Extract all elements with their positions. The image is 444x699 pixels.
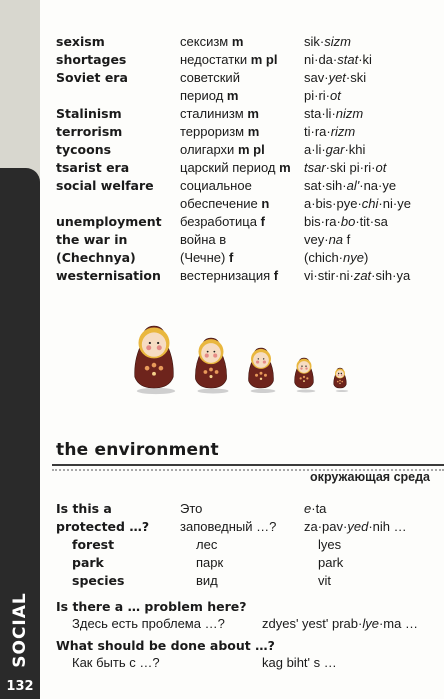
matryoshka-dolls-illustration (118, 318, 358, 396)
pronunciation-syllable: yed (347, 519, 369, 534)
russian-phrase: вид (196, 573, 218, 588)
pronunciation (304, 51, 372, 69)
english-term: terrorism (56, 124, 123, 139)
vocab-row (56, 159, 436, 177)
pronunciation-syllable: lyes (318, 537, 342, 552)
english-phrase: Is this a (56, 501, 112, 516)
pronunciation-syllable: a·li· (304, 142, 326, 157)
pronunciation-syllable: yet (328, 70, 346, 85)
russian-term (180, 51, 277, 69)
russian-word: война в (180, 232, 227, 247)
gender-marker: m pl (237, 142, 265, 157)
vocab-row (56, 33, 436, 51)
pronunciation-syllable: ·ta (311, 501, 327, 516)
pronunciation-syllable: ·ski pi·ri· (325, 160, 376, 175)
pronunciation-syllable: ) (363, 250, 369, 265)
russian-term (180, 159, 291, 177)
english-term: Soviet era (56, 70, 128, 85)
phrase-row (56, 518, 436, 536)
pronunciation-syllable: zat (353, 268, 372, 283)
gender-marker: m (247, 106, 259, 121)
page-number: 132 (6, 679, 34, 694)
english-phrase: protected …? (56, 519, 150, 534)
pronunciation-syllable: ni·da· (304, 52, 338, 67)
pronunciation-syllable: chi (361, 196, 379, 211)
pronunciation-syllable: e (304, 501, 312, 516)
russian-word: советский (180, 70, 240, 85)
pronunciation-syllable: (chich· (304, 250, 344, 265)
heading-rule (52, 464, 444, 466)
russian-term (180, 105, 259, 123)
russian-word: период (180, 88, 224, 103)
russian-word: недостатки (180, 52, 248, 67)
russian-phrase: лес (196, 537, 218, 552)
pronunciation (318, 572, 331, 590)
pronunciation-syllable: za·pav· (304, 519, 348, 534)
pronunciation-syllable: sat·sih· (304, 178, 347, 193)
pronunciation (304, 213, 388, 231)
pronunciation-syllable: ·na·ye (359, 178, 397, 193)
pronunciation-syllable: sta·li· (304, 106, 336, 121)
pronunciation-syllable: f (343, 232, 351, 247)
pronunciation-syllable: ot (330, 88, 341, 103)
pronunciation (304, 159, 386, 177)
pronunciation (304, 231, 350, 249)
pronunciation-syllable: stat (337, 52, 359, 67)
pronunciation-syllable: ·ki (358, 52, 372, 67)
vocab-row (56, 231, 436, 249)
pronunciation (304, 33, 351, 51)
pronunciation-syllable: ·ni·ye (378, 196, 411, 211)
matryoshka-doll (195, 338, 228, 394)
pronunciation (304, 195, 411, 213)
russian-word: (Чечне) (180, 250, 226, 265)
pronunciation (304, 87, 341, 105)
english-term: sexism (56, 34, 105, 49)
pronunciation-syllable: vit (318, 573, 331, 588)
gender-marker: f (228, 250, 234, 265)
russian-word: вестернизация (180, 268, 271, 283)
phrase-row (56, 536, 436, 554)
russian-term (180, 123, 259, 141)
pronunciation-syllable: nizm (335, 106, 364, 121)
russian-term (180, 267, 278, 285)
russian-term (180, 249, 233, 267)
gender-marker: n (261, 196, 270, 211)
question-russian: Здесь есть проблема …? (72, 616, 225, 631)
pronunciation (304, 123, 355, 141)
english-term: tsarist era (56, 160, 130, 175)
pronunciation-syllable: ti·ra· (304, 124, 331, 139)
section-label: SOCIAL (10, 592, 30, 668)
pronunciation-syllable: al' (346, 178, 360, 193)
vocab-row (56, 51, 436, 69)
matryoshka-doll (334, 368, 348, 392)
gender-marker: m (247, 124, 260, 139)
question-english: What should be done about …? (56, 638, 275, 653)
english-phrase: forest (72, 537, 115, 552)
pronunciation-syllable: gar (325, 142, 345, 157)
russian-phrase: заповедный …? (180, 519, 277, 534)
english-term: Stalinism (56, 106, 122, 121)
pronunciation-syllable: ·ma … (378, 616, 418, 631)
english-term: social welfare (56, 178, 154, 193)
pronunciation-syllable: na (328, 232, 344, 247)
russian-word: социальное (180, 178, 252, 193)
gender-marker: f (273, 268, 279, 283)
russian-word: терроризм (180, 124, 245, 139)
pronunciation (304, 141, 365, 159)
pronunciation-syllable: ·sih·ya (371, 268, 411, 283)
pronunciation-syllable: nye (343, 250, 364, 265)
russian-word: царский период (180, 160, 276, 175)
russian-term (180, 177, 252, 195)
gender-marker: m (231, 34, 244, 49)
pronunciation-syllable: ·ski (345, 70, 367, 85)
matryoshka-doll (249, 348, 276, 393)
vocab-row (56, 69, 436, 87)
pronunciation-syllable: kag biht' s … (262, 655, 337, 670)
phrase-row (56, 500, 436, 518)
russian-word: безработица (180, 214, 257, 229)
question-pronunciation (262, 654, 337, 672)
matryoshka-doll (295, 358, 316, 393)
pronunciation (304, 105, 363, 123)
pronunciation-syllable: vi·stir·ni· (304, 268, 354, 283)
russian-term (180, 87, 238, 105)
russian-word: сексизм (180, 34, 229, 49)
russian-word: обеспечение (180, 196, 258, 211)
english-term: tycoons (56, 142, 112, 157)
pronunciation-syllable: bo (340, 214, 356, 229)
question-pronunciation (262, 615, 418, 633)
russian-phrase: Это (180, 501, 203, 516)
pronunciation-syllable: ·tit·sa (355, 214, 388, 229)
pronunciation-syllable: zdyes' yest' prab· (262, 616, 363, 631)
pronunciation-syllable: lye (362, 616, 379, 631)
russian-term (180, 69, 240, 87)
english-phrase: species (72, 573, 125, 588)
pronunciation (304, 249, 368, 267)
russian-term (180, 33, 243, 51)
pronunciation-syllable: park (318, 555, 344, 570)
english-phrase: park (72, 555, 104, 570)
russian-term (180, 231, 226, 249)
pronunciation-syllable: tsar (304, 160, 326, 175)
phrase-row (56, 572, 436, 590)
vocab-row (56, 213, 436, 231)
russian-term (180, 213, 265, 231)
pronunciation (304, 500, 326, 518)
pronunciation-syllable: sik· (304, 34, 325, 49)
english-term: westernisation (56, 268, 161, 283)
pronunciation-syllable: vey· (304, 232, 329, 247)
pronunciation (304, 267, 410, 285)
pronunciation-syllable: sav· (304, 70, 329, 85)
vocab-row (56, 105, 436, 123)
russian-word: олигархи (180, 142, 235, 157)
question-russian: Как быть с …? (72, 655, 160, 670)
pronunciation (318, 554, 343, 572)
matryoshka-doll (135, 326, 176, 394)
pronunciation-syllable: a·bis·pye· (304, 196, 362, 211)
pronunciation-syllable: bis·ra· (304, 214, 341, 229)
vocab-row (56, 141, 436, 159)
pronunciation (318, 536, 341, 554)
pronunciation-syllable: ·khi (344, 142, 366, 157)
vocab-row (56, 249, 436, 267)
gender-marker: m pl (250, 52, 278, 67)
gender-marker: m (226, 88, 239, 103)
russian-phrase: парк (196, 555, 224, 570)
section-heading-russian: окружающая среда (310, 470, 430, 484)
english-term: shortages (56, 52, 127, 67)
vocab-row (56, 267, 436, 285)
pronunciation (304, 177, 396, 195)
pronunciation-syllable: ·nih … (368, 519, 407, 534)
pronunciation-syllable: ot (375, 160, 387, 175)
russian-term (180, 195, 269, 213)
russian-term (180, 141, 265, 159)
pronunciation-syllable: pi·ri· (304, 88, 330, 103)
pronunciation (304, 518, 407, 536)
phrase-row (56, 554, 436, 572)
section-heading: the environment (56, 440, 219, 460)
gender-marker: f (260, 214, 265, 229)
english-term: the war in (56, 232, 128, 247)
question-english: Is there a … problem here? (56, 599, 247, 614)
vocab-row (56, 87, 436, 105)
vocab-row (56, 177, 436, 195)
english-term: unemployment (56, 214, 162, 229)
english-term: (Chechnya) (56, 250, 136, 265)
vocab-row (56, 123, 436, 141)
pronunciation (304, 69, 366, 87)
vocab-row (56, 195, 436, 213)
gender-marker: m (279, 160, 291, 175)
pronunciation-syllable: rizm (330, 124, 356, 139)
russian-word: сталинизм (180, 106, 244, 121)
pronunciation-syllable: sizm (324, 34, 351, 49)
